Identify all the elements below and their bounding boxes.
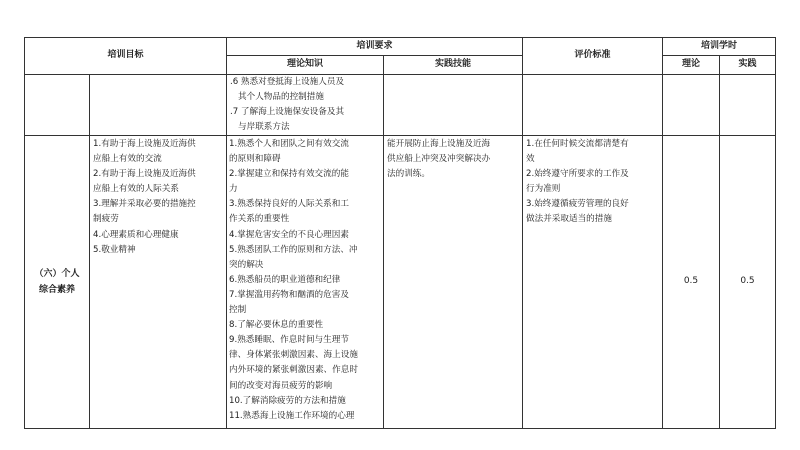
header-requirements: 培训要求 <box>356 40 393 51</box>
theory-line: 8.了解必要休息的重要性 <box>229 320 324 331</box>
hours-theory-value: 0.5 <box>683 276 699 287</box>
category-cell <box>25 136 89 428</box>
practice-line: 供应船上冲突及冲突解决办 <box>387 154 491 165</box>
theory-line: 11.熟悉海上设施工作环境的心理 <box>229 410 355 421</box>
practice-text <box>387 137 521 197</box>
evaluation-line: 效 <box>526 154 535 165</box>
goal-line: 2.有助于海上设施及近海供 <box>93 169 196 180</box>
header-practical-skills: 实践技能 <box>434 59 471 70</box>
column-line-theory <box>383 55 384 429</box>
goal-line: 3.理解并采取必要的措施控 <box>93 199 196 210</box>
theory-line: 6.熟悉船员的职业道德和纪律 <box>229 274 341 285</box>
theory-line: 律、身体紧张刺激因素、海上设施 <box>229 350 358 361</box>
evaluation-line: 1.在任何时候交流都清楚有 <box>526 139 629 149</box>
goal-line: 4.心理素质和心理健康 <box>93 229 179 240</box>
goal-line: 制疲劳 <box>93 214 119 225</box>
column-line-practice <box>522 37 523 429</box>
theory-line: 3.熟悉保持良好的人际关系和工 <box>229 199 349 210</box>
header-hours-practice: 实践 <box>738 59 757 70</box>
theory-line: 的原则和障碍 <box>229 154 281 165</box>
theory-line: 力 <box>229 184 238 195</box>
theory-line: 4.掌握危害安全的不良心理因素 <box>229 229 349 240</box>
evaluation-line: 做法并采取适当的措施 <box>526 214 612 225</box>
header-hours-theory: 理论 <box>681 59 700 70</box>
header-goal: 培训目标 <box>107 50 144 61</box>
theory-line: 7.掌握滥用药物和酗酒的危害及 <box>229 289 349 300</box>
theory-line: 9.熟悉睡眠、作息时间与生理节 <box>229 335 349 346</box>
theory-text <box>229 137 382 427</box>
practice-line: 能开展防止海上设施及近海 <box>387 139 491 149</box>
theory-line: 与岸联系方法 <box>238 122 290 133</box>
theory-line: 5.熟悉团队工作的原则和方法、冲 <box>229 244 358 255</box>
evaluation-line: 行为准则 <box>526 184 561 195</box>
goal-line: 1.有助于海上设施及近海供 <box>93 139 196 149</box>
hours-practice-value: 0.5 <box>740 276 755 287</box>
goal-text <box>93 137 225 427</box>
goal-line: 应船上有效的交流 <box>93 154 162 165</box>
theory-line: 1.熟悉个人和团队之间有效交流 <box>229 139 349 149</box>
theory-line: 间的改变对海员疲劳的影响 <box>229 380 333 391</box>
evaluation-line: 2.始终遵守所要求的工作及 <box>526 169 629 180</box>
category-line: 综合素养 <box>38 285 75 295</box>
column-line-goal <box>226 37 227 429</box>
theory-line: 10.了解消除疲劳的方法和措施 <box>229 395 346 406</box>
theory-line: 其个人物品的控制措施 <box>238 92 324 103</box>
theory-line: 作关系的重要性 <box>229 214 290 225</box>
theory-line: .7 了解海上设施保安设备及其 <box>230 107 345 118</box>
header-evaluation: 评价标准 <box>574 50 611 61</box>
theory-line: 突的解决 <box>229 259 264 270</box>
header-theory-knowledge: 理论知识 <box>286 59 323 70</box>
theory-line: 内外环境的紧张刺激因素、作息时 <box>229 365 358 376</box>
practice-line: 法的训练。 <box>387 169 430 180</box>
goal-line: 应船上有效的人际关系 <box>93 184 179 195</box>
continued-theory-text <box>230 75 382 135</box>
goal-line: 5.敬业精神 <box>93 244 136 255</box>
table-right-border <box>775 37 776 429</box>
theory-line: 控制 <box>229 305 247 316</box>
theory-line: 2.掌握建立和保持有效交流的能 <box>229 169 349 180</box>
column-line-category <box>89 74 90 429</box>
evaluation-text <box>526 137 661 237</box>
header-training-hours: 培训学时 <box>700 40 737 51</box>
theory-line: .6 熟悉对登抵海上设施人员及 <box>230 77 345 87</box>
category-line: （六）个人 <box>34 269 80 279</box>
evaluation-line: 3.始终遵循疲劳管理的良好 <box>526 199 629 210</box>
